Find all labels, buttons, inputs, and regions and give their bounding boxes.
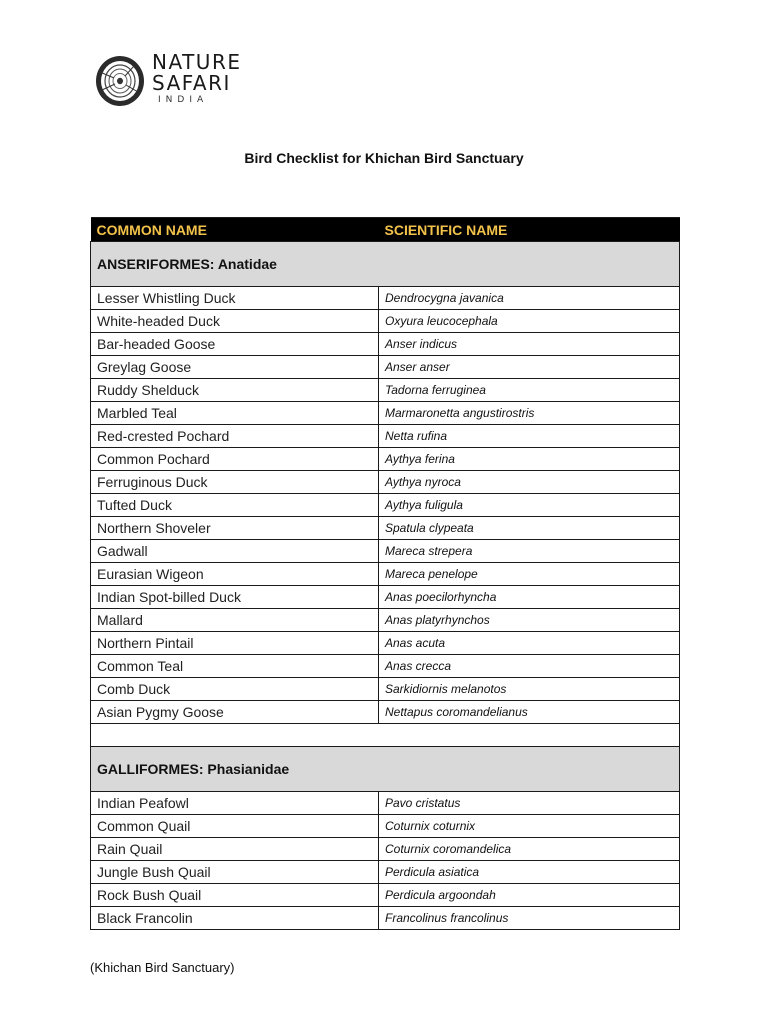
group-row (91, 242, 680, 287)
table-row (91, 586, 680, 609)
scientific-name-cell: Aythya nyroca (379, 471, 680, 494)
logo-line-safari: SAFARI (152, 71, 231, 95)
common-name-cell: Northern Pintail (91, 632, 379, 655)
scientific-name-header: SCIENTIFIC NAME (379, 218, 680, 242)
document-title: Bird Checklist for Khichan Bird Sanctuary (244, 150, 524, 166)
table-row (91, 333, 680, 356)
common-name-cell: Rock Bush Quail (91, 884, 379, 907)
scientific-name-cell: Aythya ferina (379, 448, 680, 471)
common-name-cell: Red-crested Pochard (91, 425, 379, 448)
scientific-name-cell: Netta rufina (379, 425, 680, 448)
bird-checklist-table (90, 217, 680, 930)
table-header-row (91, 218, 680, 242)
empty-cell (91, 724, 680, 747)
table-row (91, 632, 680, 655)
logo-line-india: INDIA (158, 95, 209, 105)
scientific-name-cell: Perdicula argoondah (379, 884, 680, 907)
scientific-name-cell: Perdicula asiatica (379, 861, 680, 884)
common-name-cell: White-headed Duck (91, 310, 379, 333)
scientific-name-cell: Anas platyrhynchos (379, 609, 680, 632)
scientific-name-cell: Mareca penelope (379, 563, 680, 586)
scientific-name-cell: Oxyura leucocephala (379, 310, 680, 333)
scientific-name-cell: Aythya fuligula (379, 494, 680, 517)
table-row (91, 540, 680, 563)
nature-safari-logo (94, 52, 294, 112)
common-name-cell: Marbled Teal (91, 402, 379, 425)
table-row (91, 287, 680, 310)
common-name-cell: Common Quail (91, 815, 379, 838)
table-row (91, 907, 680, 930)
table-row (91, 861, 680, 884)
scientific-name-cell: Anas acuta (379, 632, 680, 655)
scientific-name-cell: Anas crecca (379, 655, 680, 678)
tree-ring-logo-icon (94, 54, 146, 108)
common-name-cell: Tufted Duck (91, 494, 379, 517)
spacer-row (91, 724, 680, 747)
common-name-cell: Indian Peafowl (91, 792, 379, 815)
table-row (91, 379, 680, 402)
scientific-name-cell: Spatula clypeata (379, 517, 680, 540)
table-row (91, 356, 680, 379)
footer-note: (Khichan Bird Sanctuary) (90, 960, 235, 975)
common-name-cell: Northern Shoveler (91, 517, 379, 540)
scientific-name-cell: Mareca strepera (379, 540, 680, 563)
table-row (91, 563, 680, 586)
scientific-name-cell: Coturnix coromandelica (379, 838, 680, 861)
scientific-name-cell: Sarkidiornis melanotos (379, 678, 680, 701)
common-name-header: COMMON NAME (91, 218, 379, 242)
common-name-cell: Comb Duck (91, 678, 379, 701)
table-row (91, 494, 680, 517)
common-name-cell: Black Francolin (91, 907, 379, 930)
table-row (91, 792, 680, 815)
table-row (91, 884, 680, 907)
table-row (91, 448, 680, 471)
table-row (91, 655, 680, 678)
common-name-cell: Common Pochard (91, 448, 379, 471)
logo-wordmark (152, 52, 241, 105)
common-name-cell: Bar-headed Goose (91, 333, 379, 356)
scientific-name-cell: Anser anser (379, 356, 680, 379)
common-name-cell: Gadwall (91, 540, 379, 563)
table-row (91, 471, 680, 494)
group-name: GALLIFORMES: Phasianidae (91, 747, 680, 792)
common-name-cell: Common Teal (91, 655, 379, 678)
group-row (91, 747, 680, 792)
scientific-name-cell: Anas poecilorhyncha (379, 586, 680, 609)
common-name-cell: Greylag Goose (91, 356, 379, 379)
scientific-name-cell: Dendrocygna javanica (379, 287, 680, 310)
table-row (91, 425, 680, 448)
common-name-cell: Rain Quail (91, 838, 379, 861)
scientific-name-cell: Pavo cristatus (379, 792, 680, 815)
table-row (91, 838, 680, 861)
scientific-name-cell: Francolinus francolinus (379, 907, 680, 930)
common-name-cell: Jungle Bush Quail (91, 861, 379, 884)
table-row (91, 609, 680, 632)
common-name-cell: Mallard (91, 609, 379, 632)
common-name-cell: Asian Pygmy Goose (91, 701, 379, 724)
scientific-name-cell: Tadorna ferruginea (379, 379, 680, 402)
scientific-name-cell: Nettapus coromandelianus (379, 701, 680, 724)
table-row (91, 678, 680, 701)
scientific-name-cell: Coturnix coturnix (379, 815, 680, 838)
scientific-name-cell: Anser indicus (379, 333, 680, 356)
common-name-cell: Eurasian Wigeon (91, 563, 379, 586)
common-name-cell: Lesser Whistling Duck (91, 287, 379, 310)
logo-line-nature: NATURE (152, 50, 242, 74)
table-row (91, 701, 680, 724)
common-name-cell: Indian Spot-billed Duck (91, 586, 379, 609)
table-row (91, 815, 680, 838)
common-name-cell: Ferruginous Duck (91, 471, 379, 494)
table-row (91, 402, 680, 425)
common-name-cell: Ruddy Shelduck (91, 379, 379, 402)
table-row (91, 310, 680, 333)
scientific-name-cell: Marmaronetta angustirostris (379, 402, 680, 425)
table-row (91, 517, 680, 540)
group-name: ANSERIFORMES: Anatidae (91, 242, 680, 287)
